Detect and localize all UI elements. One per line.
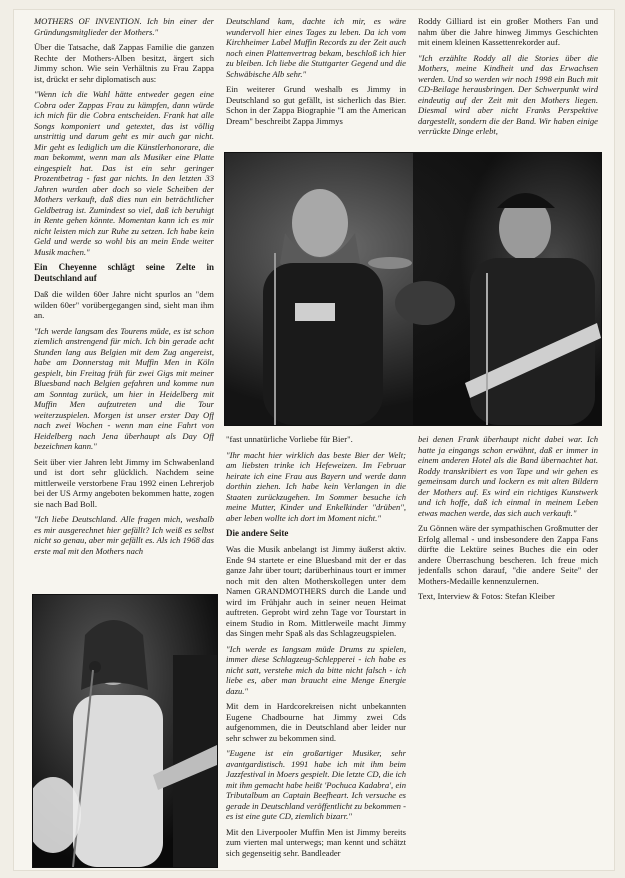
- paragraph: MOTHERS OF INVENTION. Ich bin einer der Gründungsmitglieder der Mothers.": [34, 16, 214, 37]
- column-3-bottom: [418, 434, 598, 654]
- column-3-top: [418, 16, 598, 156]
- quote: "Ich erzählte Roddy all die Stories über die Mothers, meine Kindheit und das Erwachsen werden. Und so werden wir noch 1998 ein Buch mit CD-Beilage herausbringen. Der Schwerpunkt wird eindeutig auf der Zeit mit den Mothers liegen. Diesmal wird aber nicht Franks Perspektive dargestellt, sondern die der Band. Wir haben einige verrückte Dinge erlebt,: [418, 52, 598, 136]
- paragraph: Mit den Liverpooler Muffin Men ist Jimmy bereits zum vierten mal unterwegs; man kennt und schätzt sich gegenseitig sehr. Bandleader: [226, 826, 406, 858]
- section-heading: Die andere Seite: [226, 528, 289, 538]
- quote: "Ich werde langsam des Tourens müde, es ist schon ziemlich anstrengend für mich. Ich bin gerade acht Stunden lang aus Belgien mit dem Zug angereist, habe am Donnerstag mit Muffin Men in Köln gespielt, bin Freitag früh für zwei Gigs mit meiner Bluesband nach Belgien gefahren und komme nun am Sonntag zurück, um hier in Heidelberg mit Muffin Men aufzutreten und die Tour weiterzuspielen. Morgen ist unser erster Day Off nach zwei Wochen - wenn man eine Fahrt von Heidelberg nach Jena überhaupt als Day Off bezeichnen kann.": [34, 325, 214, 451]
- paragraph: Seit über vier Jahren lebt Jimmy im Schwabenland und ist dort sehr glücklich. Nachdem seine mittlerweile verstorbene Frau 1992 einen Lehrerjob bei der US Army angeboten bekommen hatte, zogen sie nach Bad Boll.: [34, 456, 214, 509]
- quote: "Wenn ich die Wahl hätte entweder gegen eine Cobra oder Zappas Frau zu kämpfen, dann würde ich mich für die Cobra entscheiden. Frank hat alle Songs komponiert und getextet, das ist völlig unstrittig und darum geht es mir auch gar nicht. Mir geht es lediglich um die Künstlerhonorare, die man bekommt, wenn man als Musiker eine Platte eingespielt hat. Das ist ein sehr geringer Prozentbetrag - fast gar nichts. In den letzten 33 Jahren wurden aber doch so viele Scheiben der Mothers verkauft, daß dies nun ein beträchtlicher Geldbetrag ist. Zumindest so viel, daß ich beruhigt in Rente gehen könnte. Momentan kann ich es mir nicht leisten mich zur Ruhe zu setzen. Ich habe kein Geld und werde so wohl bis an mein Ende weiter Musik machen.": [34, 89, 214, 257]
- paragraph: Was die Musik anbelangt ist Jimmy äußerst aktiv. Ende 94 startete er eine Bluesband mit der er das ganze Jahr über tourt; darüberhinaus tourt er immer noch mit den alten Motherskollegen unter dem Namen GRANDMOTHERS durch die Lande und wird im Frühjahr auch in seiner neuen Heimat auftreten. Geprobt wird zehn Tage vor Tourstart in einem Studio in Rom. Mittlerweile macht Jimmy das Singen mehr Spaß als das Schlagzeugspielen.: [226, 544, 406, 638]
- quote: bei denen Frank überhaupt nicht dabei war. Ich hatte ja eingangs schon erwähnt, daß er immer in einem anderen Hotel als die Band übernachtet hat. Roddy transkribiert es von Tape und wir gehen es gemeinsam durch und lockern es mit alten Bildern der Mothers auf. Es wird ein richtiges Kunstwerk und ich hoffe, daß ich einmal in meinem Leben etwas machen werde, das sich auch verkauft.": [418, 434, 598, 518]
- singer-photo-image: [33, 595, 217, 867]
- quote: Deutschland kam, dachte ich mir, es wäre wundervoll hier eines Tages zu leben. Da ich vom Kirchheimer Label Muffin Records zu der Zeit auch noch einen Plattenvertrag bekam, beschloß ich hier zu bleiben. Ich liebe die Stuttgarter Gegend und die Schwäbische Alb sehr.": [226, 16, 406, 79]
- paragraph: Zu Gönnen wäre der sympathischen Großmutter der Erfolg allemal - und insbesondere den Zappa Fans dürfte die Lektüre seines Buches die ein oder andere Überraschung bescheren. Ich freue mich jedenfalls schon darauf, "die andere Seite" der Mothers-Medaille kennenzulernen.: [418, 523, 598, 586]
- paragraph: Mit dem in Hardcorekreisen nicht unbekannten Eugene Chadbourne hat Jimmy zwei Cds aufgenommen, die in Deutschland aber leider nur sehr schwer zu bekommen sind.: [226, 701, 406, 743]
- quote: "Eugene ist ein großartiger Musiker, sehr avantgardistisch. 1991 habe ich mit ihm beim Jazzfestival in Moers gespielt. Die letzte CD, die ich mit ihm gemacht habe heißt 'Pochuca Kadabra', ein Tributalbum an Captain Beefheart. Ich versuche es gerade in Deutschland veröffentlicht zu bekommen - es ist eine gute CD, ziemlich bizarr.": [226, 748, 406, 821]
- paragraph: Daß die wilden 60er Jahre nicht spurlos an "dem wilden 60er" vorübergegangen sind, sieht man ihm an.: [34, 289, 214, 320]
- quote: "Ich werde es langsam müde Drums zu spielen, immer diese Schlagzeug-Schlepperei - ich habe es nicht satt, verstehe mich da bitte nicht falsch - ich liebe es, aber man braucht eine Menge Energie dazu.": [226, 643, 406, 696]
- paragraph: "fast unnatürliche Vorliebe für Bier".: [226, 434, 353, 444]
- paragraph: Roddy Gilliard ist ein großer Mothers Fan und nahm über die Jahre hinweg Jimmys Geschichten mit einem kleinen Kassettenrekorder auf.: [418, 16, 598, 47]
- photo-bottom: [32, 594, 218, 868]
- paragraph: Ein weiterer Grund weshalb es Jimmy in Deutschland so gut gefällt, ist sicherlich das Bier. Schon in der Zappa Biographie "I am the American Dream" beschreibt Zappa Jimmys: [226, 84, 406, 126]
- stage-photo-image: [225, 153, 601, 425]
- paragraph: Über die Tatsache, daß Zappas Familie die ganzen Rechte der Mothers-Alben besitzt, ärgert sich Jimmy schon. Wie sein Verhältnis zu Frau Zappa ist, drückt er sehr diplomatisch aus:: [34, 42, 214, 84]
- quote: "Ich liebe Deutschland. Alle fragen mich, weshalb es mir ausgerechnet hier gefällt? Ich weiß es selbst nicht so genau, aber mir gefällt es. Als ich 1968 das erste mal mit den Mothers nach: [34, 514, 214, 556]
- photo-credit: Text, Interview & Fotos: Stefan Kleiber: [418, 591, 555, 601]
- column-2-bottom: [226, 434, 406, 864]
- quote: "Ihr macht hier wirklich das beste Bier der Welt; am liebsten trinke ich Hefeweizen. Im Februar heirate ich eine Frau aus Bayern und werde dann dorthin ziehen. Ich habe kein Verlangen in die Staaten zurückzugehen. Im Sommer besuche ich meine Mutter, Kinder und Enkelkinder "drüben", aber leben wollte ich dort im Moment nicht.": [226, 449, 406, 523]
- magazine-page: [14, 10, 614, 870]
- column-2-top: [226, 16, 406, 156]
- photo-top: [224, 152, 602, 426]
- section-heading: Ein Cheyenne schlägt seine Zelte in Deutschland auf: [34, 262, 214, 283]
- column-1: [34, 16, 214, 586]
